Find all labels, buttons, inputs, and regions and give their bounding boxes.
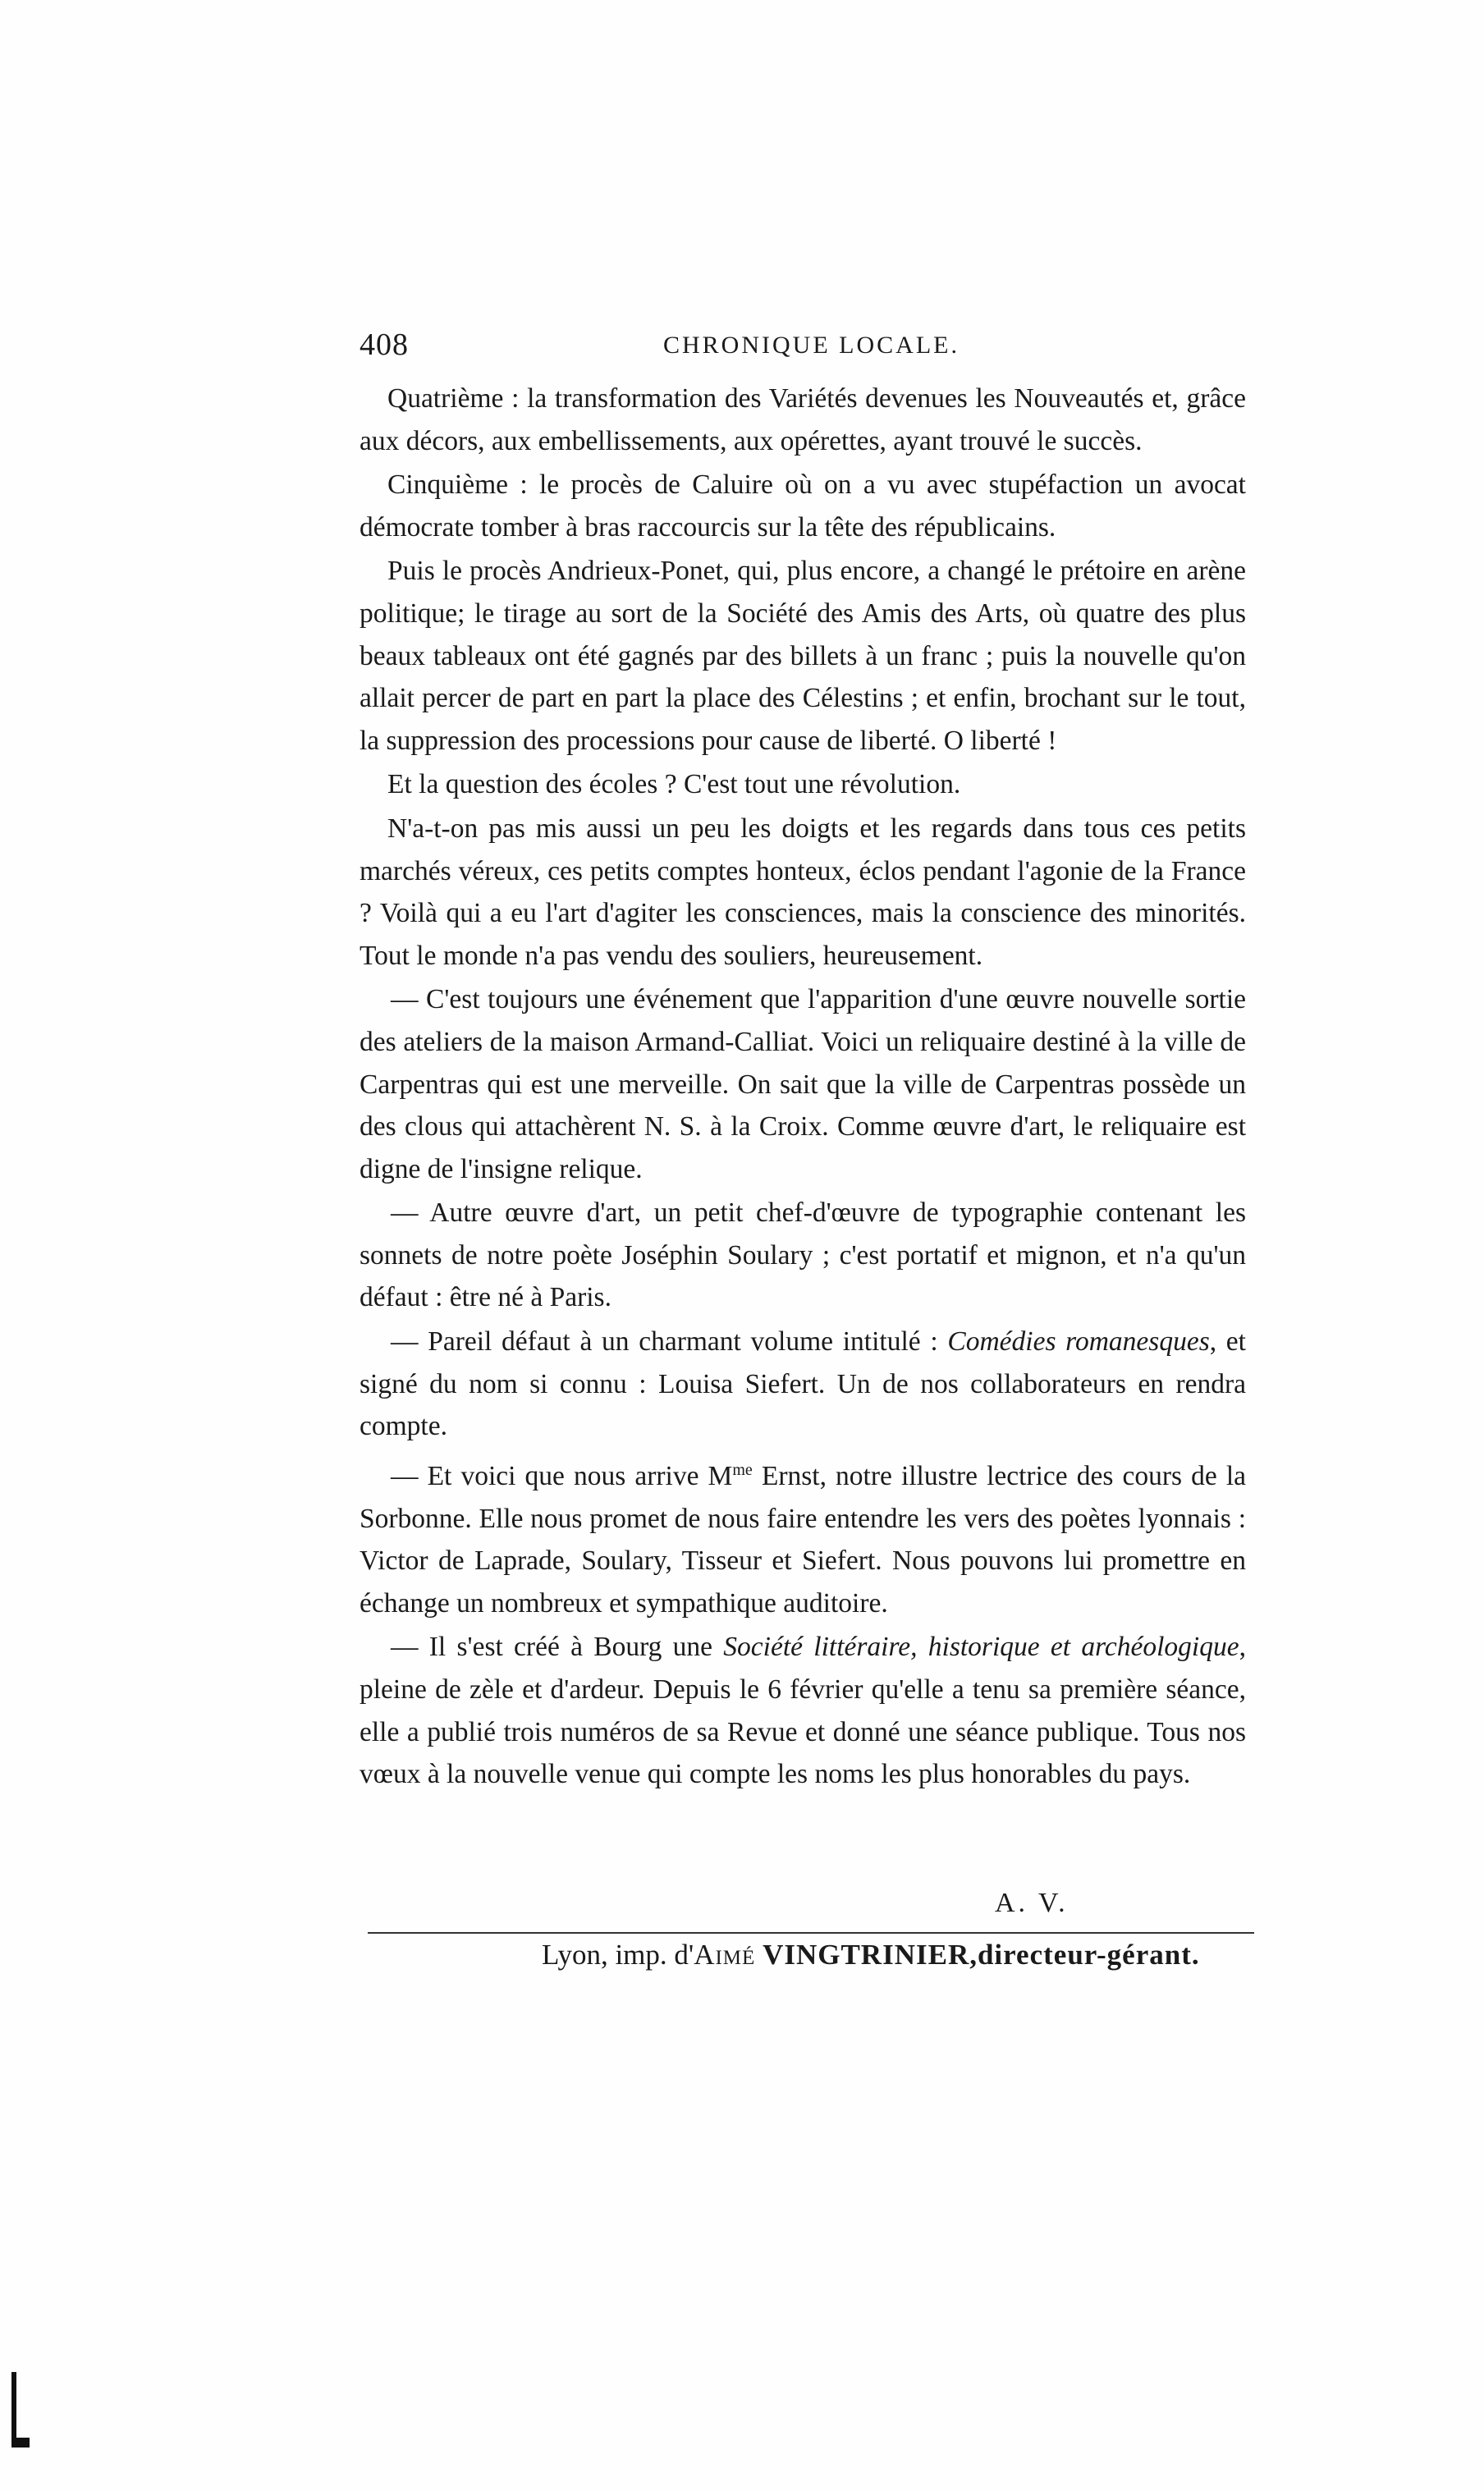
- text-run: — Il s'est créé à Bourg une: [391, 1632, 724, 1663]
- article-body: [360, 378, 1246, 1797]
- society-name: Société littéraire, historique et archéologique: [723, 1632, 1239, 1663]
- colophon-prefix: Lyon, imp. d': [542, 1939, 694, 1971]
- superscript: me: [732, 1460, 753, 1479]
- text-run: , pleine de zèle et d'ardeur. Depuis le 6 février qu'elle a tenu sa première séance, elle a publié trois numéros de sa Revue et donné une séance publique. Tous nos vœux à la nouvelle venue qui compte les noms les plus honorables du pays.: [360, 1632, 1246, 1790]
- text-run: , et signé du nom si connu : Louisa Siefert. Un de nos collaborateurs en rendra compte.: [360, 1326, 1246, 1442]
- colophon-suffix: ,directeur-gérant.: [969, 1939, 1200, 1971]
- paragraph-ecoles: Et la question des écoles ? C'est tout une révolution.: [387, 769, 961, 800]
- printer-surname: VINGTRINIER: [763, 1939, 970, 1971]
- running-head: [360, 327, 1246, 368]
- paragraph-bourg: [360, 1626, 1246, 1795]
- text-run: — Et voici que nous arrive M: [391, 1461, 733, 1491]
- paragraph-ernst: [360, 1449, 1246, 1625]
- signature: A. V.: [995, 1888, 1069, 1918]
- paragraph-cinquieme: Cinquième : le procès de Caluire où on a vu avec stupéfaction un avocat démocrate tomber à bras raccourcis sur la tête des républicains.: [360, 469, 1246, 543]
- scan-corner-mark: [7, 2372, 31, 2447]
- paragraph-marches: N'a-t-on pas mis aussi un peu les doigts et les regards dans tous ces petits marchés véreux, ces petits comptes honteux, éclos pendant l'agonie de la France ? Voilà qui a eu l'art d'agiter les consciences, mais la conscience des minorités. Tout le monde n'a pas vendu des souliers, heureusement.: [360, 813, 1246, 971]
- book-title: Comédies romanesques: [947, 1326, 1210, 1358]
- page-number: 408: [360, 327, 409, 362]
- colophon: [542, 1939, 1200, 1971]
- paragraph-sonnets: — Autre œuvre d'art, un petit chef-d'œuvre de typographie contenant les sonnets de notre poète Joséphin Soulary ; c'est portatif et mignon, et n'a qu'un défaut : être né à Paris.: [360, 1197, 1246, 1313]
- text-run: — Pareil défaut à un charmant volume intitulé :: [391, 1326, 948, 1358]
- running-title: CHRONIQUE LOCALE.: [663, 332, 960, 359]
- paragraph-quatrieme: Quatrième : la transformation des Variétés devenues les Nouveautés et, grâce aux décors, aux embellissements, aux opérettes, ayant trouvé le succès.: [360, 383, 1246, 456]
- text-run: Ernst, notre illustre lectrice des cours de la Sorbonne. Elle nous promet de nous faire entendre les vers des poètes lyonnais : Victor de Laprade, Soulary, Tisseur et Siefert. Nous pouvons lui promettre en échange un nombreux et sympathique auditoire.: [360, 1461, 1246, 1619]
- divider-rule: [368, 1932, 1254, 1934]
- paragraph-proces: Puis le procès Andrieux-Ponet, qui, plus encore, a changé le prétoire en arène politique; le tirage au sort de la Société des Amis des Arts, où quatre des plus beaux tableaux ont été gagnés par des billets à un franc ; puis la nouvelle qu'on allait percer de part en part la place des Célestins ; et enfin, brochant sur le tout, la suppression des processions pour cause de liberté. O liberté !: [360, 556, 1246, 756]
- printer-first-name: Aimé: [694, 1939, 756, 1971]
- paragraph-reliquaire: — C'est toujours une événement que l'apparition d'une œuvre nouvelle sortie des ateliers de la maison Armand-Calliat. Voici un reliquaire destiné à la ville de Carpentras qui est une merveille. On sait que la ville de Carpentras possède un des clous qui attachèrent N. S. à la Croix. Comme œuvre d'art, le reliquaire est digne de l'insigne relique.: [360, 984, 1246, 1184]
- paragraph-comedies: [360, 1321, 1246, 1448]
